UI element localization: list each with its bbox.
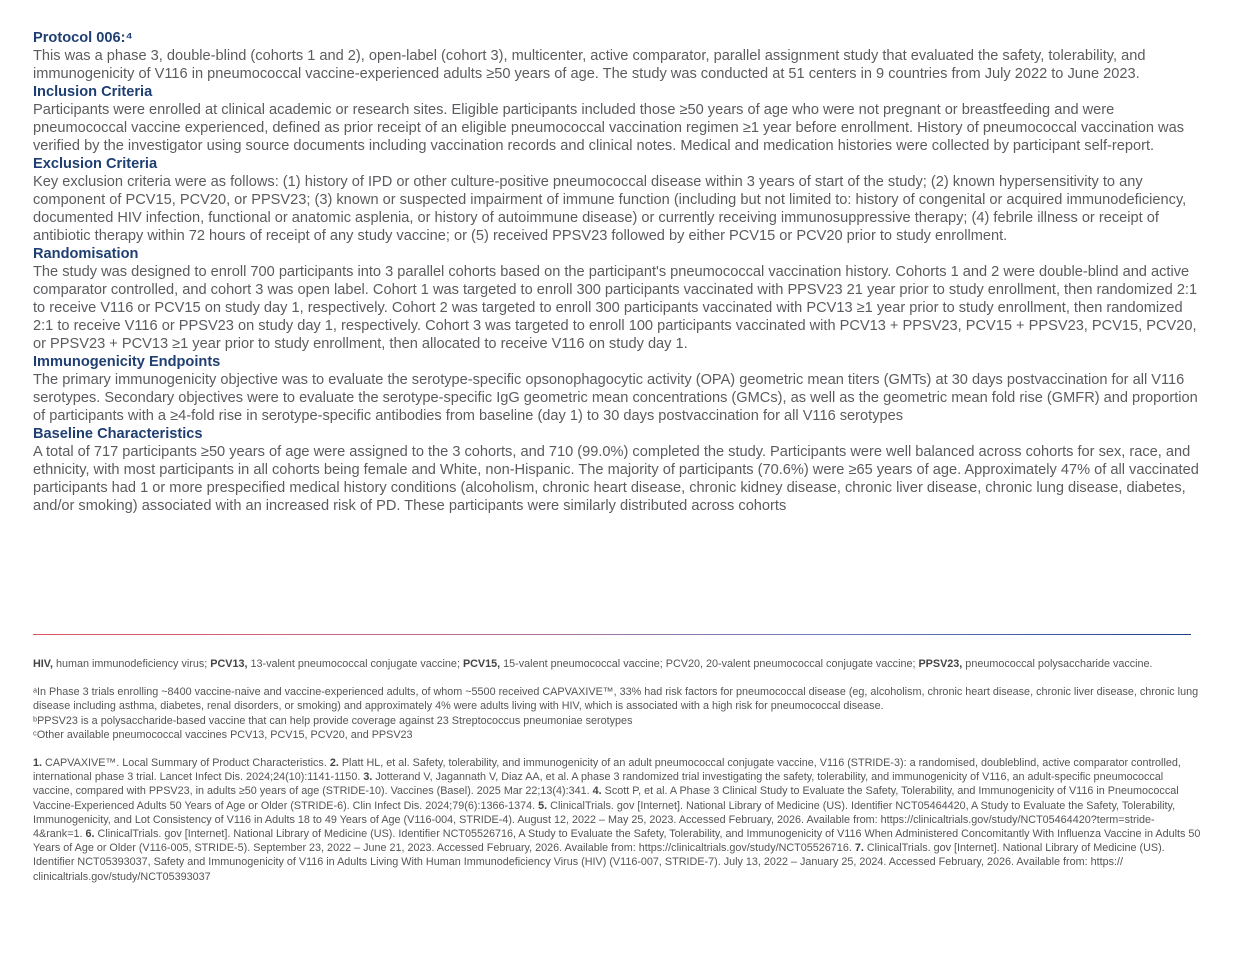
section-heading-baseline: Baseline Characteristics xyxy=(33,426,203,442)
reference-text: Scott P, et al. A Phase 3 Clinical Study to Evaluate the Safety, Tolerability, and Immunogenicity of V116 in Pneumococcal Vaccine-Experienced Adults 50 Years of Age or Older (STRIDE-6). Clin Infect Dis. 2024;79(6):1366-1374. xyxy=(33,785,1179,812)
section-text-inclusion: Participants were enrolled at clinical academic or research sites. Eligible participants included those ≥50 years of age who were not pregnant or breastfeeding and were pneumococcal vaccine experienced, defined as prior receipt of an eligible pneumococcal vaccination regimen ≥1 year before enrollment. History of pneumococcal vaccination was verified by the investigator using source documents including vaccination records and clinical notes. Medical and medication histories were collected by participant self-report. xyxy=(33,102,1184,154)
section-heading-inclusion: Inclusion Criteria xyxy=(33,84,153,100)
abbr-term: PPSV23, xyxy=(918,658,963,670)
abbreviations xyxy=(33,657,1203,671)
references xyxy=(33,756,1203,884)
section-heading-exclusion: Exclusion Criteria xyxy=(33,156,158,172)
abbr-term: HIV, xyxy=(33,658,54,670)
reference-text: Jotterand V, Jagannath V, Diaz AA, et al. A phase 3 randomized trial investigating the safety, tolerability, and immunogenicity of V116, an adult-specific pneumococcal vaccine, compared with PPSV23, in adults ≥50 years of age (STRIDE-10). Vaccines (Basel). 2025 Mar 22;13(4):341. xyxy=(33,771,1164,798)
footnotes xyxy=(33,685,1203,742)
section-text-immunogenicity: The primary immunogenicity objective was to evaluate the serotype-specific opsonophagocytic activity (OPA) geometric mean titers (GMTs) at 30 days postvaccination for all V116 serotypes. Secondary objectives were to evaluate the serotype-specific IgG geometric mean concentrations (GMCs), as well as the geometric mean fold rise (GMFR) and proportion of participants with a ≥4-fold rise in serotype-specific antibodies from baseline (day 1) to 30 days postvaccination for all V116 serotypes xyxy=(33,372,1198,424)
gradient-divider xyxy=(33,634,1191,635)
footer-notes xyxy=(33,657,1203,884)
reference-number: 6. xyxy=(85,828,95,841)
reference-text: Platt HL, et al. Safety, tolerability, and immunogenicity of an adult pneumococcal conjugate vaccine, V116 (STRIDE-3): a randomised, doubleblind, active comparator controlled, international phase 3 trial. Lancet Infect Dis. 2024;24(10):1141-1150. xyxy=(33,757,1181,784)
abbr-definition: 13-valent pneumococcal conjugate vaccine; xyxy=(247,658,463,670)
abbr-term: PCV15, xyxy=(462,658,501,670)
footnote-c: ᶜOther available pneumococcal vaccines PCV13, PCV15, PCV20, and PPSV23 xyxy=(33,728,413,741)
reference-number: 1. xyxy=(33,757,43,770)
reference-number: 5. xyxy=(538,799,548,812)
abbr-definition: pneumococcal polysaccharide vaccine. xyxy=(962,658,1153,670)
reference-number: 4. xyxy=(592,785,602,798)
reference-number: 2. xyxy=(329,757,339,770)
section-text-protocol: This was a phase 3, double-blind (cohorts 1 and 2), open-label (cohort 3), multicenter, active comparator, parallel assignment study that evaluated the safety, tolerability, and immunogenicity of V116 in pneumococcal vaccine-experienced adults ≥50 years of age. The study was conducted at 51 centers in 9 countries from July 2022 to June 2023. xyxy=(33,48,1146,82)
footnote-b: ᵇPPSV23 is a polysaccharide-based vaccine that can help provide coverage against 23 Streptococcus pneumoniae serotypes xyxy=(33,714,633,727)
section-text-randomisation: The study was designed to enroll 700 participants into 3 parallel cohorts based on the participant's pneumococcal vaccination history. Cohorts 1 and 2 were double-blind and active comparator controlled, and cohort 3 was open label. Cohort 1 was targeted to enroll 300 participants vaccinated with PPSV23 21 year prior to study enrollment, then randomized 2:1 to receive V116 or PCV15 on study day 1, respectively. Cohort 2 was targeted to enroll 300 participants vaccinated with PCV13 ≥1 year prior to study enrollment, then randomized 2:1 to receive V116 or PPSV23 on study day 1, respectively. Cohort 3 was targeted to enroll 100 participants vaccinated with PCV13 + PPSV23, PCV15 + PPSV23, PCV15, PCV20, or PPSV23 + PCV13 ≥1 year prior to study enrollment, then allocated to receive V116 on study day 1. xyxy=(33,264,1198,352)
abbr-term: PCV13, xyxy=(210,658,248,670)
section-heading-immunogenicity: Immunogenicity Endpoints xyxy=(33,354,221,370)
abbr-definition: human immunodeficiency virus; xyxy=(53,658,211,670)
reference-text: CAPVAXIVE™. Local Summary of Product Characteristics. xyxy=(42,757,330,770)
section-heading-randomisation: Randomisation xyxy=(33,246,139,262)
reference-number: 3. xyxy=(363,771,373,784)
abbr-definition: 15-valent pneumococcal vaccine; PCV20, 20-valent pneumococcal conjugate vaccine; xyxy=(500,658,919,670)
reference-text: ClinicalTrials. gov [Internet]. National Library of Medicine (US). Identifier NCT05464420, A Study to Evaluate the Safety, Tolerability, Immunogenicity, and Lot Consistency of V116 in Adults 18 to 49 Years of Age (V116-004, STRIDE-4). August 12, 2022 – May 25, 2023. Accessed February, 2026. Available from: https://clinicaltrials.gov/study/NCT05464420?term=stride-4&rank=1. xyxy=(33,799,1176,841)
reference-number: 7. xyxy=(854,842,864,855)
section-heading-protocol: Protocol 006:⁴ xyxy=(33,30,133,46)
reference-text: ClinicalTrials. gov [Internet]. National Library of Medicine (US). Identifier NCT05526716, A Study to Evaluate the Safety, Tolerability, and Immunogenicity of V116 When Administered Concomitantly With Influenza Vaccine in Adults 50 Years of Age or Older (V116-005, STRIDE-5). September 23, 2022 – June 21, 2023. Accessed February, 2026. Available from: https://clinicaltrials.gov/study/NCT05526716. xyxy=(33,828,1201,855)
main-content xyxy=(33,29,1205,515)
reference-text: ClinicalTrials. gov [Internet]. National Library of Medicine (US). Identifier NCT05393037, Safety and Immunogenicity of V116 in Adults Living With Human Immunodeficiency Virus (HIV) (V116-007, STRIDE-7). July 13, 2022 – January 25, 2024. Accessed February, 2026. Available from: https:// clinicaltrials.gov/study/NCT05393037 xyxy=(33,842,1165,883)
section-text-baseline: A total of 717 participants ≥50 years of age were assigned to the 3 cohorts, and 710 (99.0%) completed the study. Participants were well balanced across cohorts for sex, race, and ethnicity, with most participants in all cohorts being female and White, non-Hispanic. The majority of participants (70.6%) were ≥65 years of age. Approximately 47% of all vaccinated participants had 1 or more prespecified medical history conditions (alcoholism, chronic heart disease, chronic kidney disease, chronic liver disease, chronic lung disease, diabetes, and/or smoking) associated with an increased risk of PD. These participants were similarly distributed across cohorts xyxy=(33,444,1199,514)
section-text-exclusion: Key exclusion criteria were as follows: (1) history of IPD or other culture-positive pneumococcal disease within 3 years of start of the study; (2) known hypersensitivity to any component of PCV15, PCV20, or PPSV23; (3) known or suspected impairment of immune function (including but not limited to: history of congenital or acquired immunodeficiency, documented HIV infection, functional or anatomic asplenia, or history of autoimmune disease) or currently receiving immunosuppressive therapy; (4) febrile illness or receipt of antibiotic therapy within 72 hours of receipt of any study vaccine; or (5) received PPSV23 followed by either PCV15 or PCV20 prior to study enrollment. xyxy=(33,174,1187,244)
footnote-a: ᵃIn Phase 3 trials enrolling ~8400 vaccine-naive and vaccine-experienced adults, of whom ~5500 received CAPVAXIVE™, 33% had risk factors for pneumococcal disease (eg, alcoholism, chronic heart disease, chronic liver disease, chronic lung disease including asthma, diabetes, renal disorders, or smoking) and approximately 4% were adults living with HIV, which is associated with a high risk for pneumococcal disease. xyxy=(33,686,1199,713)
